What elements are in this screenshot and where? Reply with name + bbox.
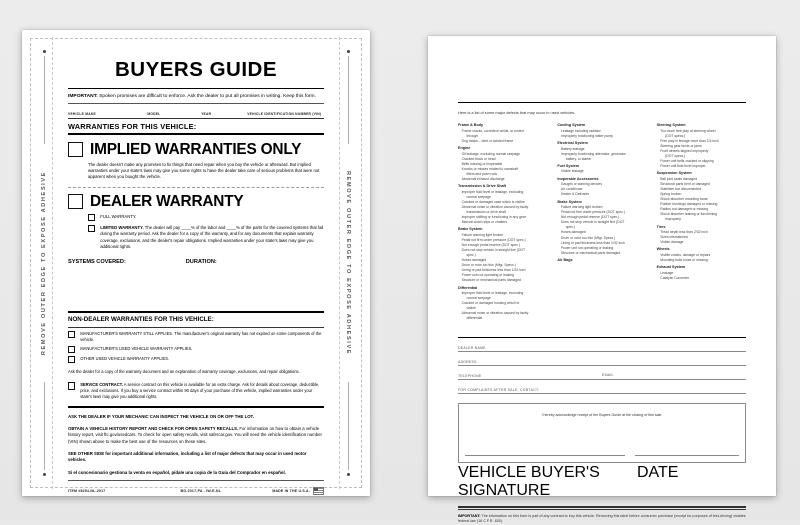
defect-item: Hoses damaged xyxy=(461,257,487,262)
non-dealer-item-label: OTHER USED VEHICLE WARRANTY APPLIES. xyxy=(80,356,170,362)
defect-item: Frame cracks, corrective welds, or rusted xyxy=(461,128,524,133)
divider xyxy=(68,480,324,481)
defect-item: Failure warning light broken xyxy=(560,205,603,210)
non-dealer-items xyxy=(68,331,324,364)
coverage-write-in-area[interactable] xyxy=(68,265,324,311)
defect-group xyxy=(557,258,646,263)
defect-item: Spring broken xyxy=(660,191,682,196)
defect-item: Leakage xyxy=(660,270,674,275)
defect-item: Not enough pedal reserve (DOT spec.) xyxy=(461,242,520,247)
us-flag-icon xyxy=(313,487,324,495)
footer-form-code: BG-2017-PA - IW-E-NL xyxy=(180,489,222,494)
defect-group-heading: Wheels xyxy=(656,247,670,252)
defect-group xyxy=(458,184,547,225)
defect-item: battery, or starter xyxy=(565,156,592,161)
defect-item: Oil leakage, excluding normal seepage xyxy=(461,151,521,156)
divider xyxy=(68,311,324,312)
footer-made-in xyxy=(257,487,324,495)
defect-item: Shock absorber mounting loose xyxy=(660,196,708,201)
defect-group-heading: Fuel System xyxy=(557,164,580,169)
dealer-complaints-field[interactable] xyxy=(458,380,746,394)
defect-group xyxy=(657,225,746,245)
defect-item: Power unit not operating or leaking xyxy=(560,245,614,250)
defect-item: Improper fluid level or leakage, excluding xyxy=(461,290,524,295)
non-dealer-item[interactable] xyxy=(68,346,324,353)
signature-caption: VEHICLE BUYER'S SIGNATURE xyxy=(458,463,600,499)
defect-item: Abnormal exhaust discharge xyxy=(461,176,505,181)
limited-warranty-row[interactable] xyxy=(88,225,324,251)
defect-group-heading: Transmission & Drive Shaft xyxy=(458,184,506,189)
date-line[interactable] xyxy=(635,455,739,456)
service-contract-text-wrap xyxy=(80,382,324,400)
defect-group-heading: Cooling System xyxy=(557,123,586,128)
defect-item: Leakage including radiator xyxy=(560,128,601,133)
defect-item: Improper fluid level or leakage, excluding xyxy=(461,189,524,194)
right-rail-label: REMOVE OUTER EDGE TO EXPOSE ADHESIVE xyxy=(345,170,351,356)
implied-warranties-block xyxy=(68,141,324,181)
defect-group-heading: Air Bags xyxy=(557,258,573,263)
defect-group xyxy=(557,141,646,161)
mfr-used-warranty-checkbox[interactable] xyxy=(68,346,75,353)
defect-group xyxy=(458,123,547,143)
defect-item: Tread depth less than 2/32 inch xyxy=(660,229,708,234)
defect-item: Knocks or misses related to camshaft xyxy=(461,166,518,171)
front-content xyxy=(68,52,324,494)
history-advice-text: For information on how to obtain a vehicle history report, visit ftc.gov/usedcars. To check for open safety recalls, visit safercar.gov. You will need the vehicle identification number (VIN) shown above to make the best use of the resources on these sites. xyxy=(68,425,322,444)
defects-columns xyxy=(458,123,746,323)
defect-item: (DOT specs.) xyxy=(665,133,686,138)
other-side-label: SEE OTHER SIDE xyxy=(68,450,105,456)
dealer-name-field[interactable] xyxy=(458,338,746,352)
defect-group-heading: Frame & Body xyxy=(458,123,483,128)
divider xyxy=(68,133,324,134)
defect-item: lifters and push rods xyxy=(466,171,498,176)
defect-item: Structure or mechanical parts damaged xyxy=(560,250,621,255)
defect-item: Visible cracks, damage or repairs xyxy=(660,252,711,257)
field-label-year: YEAR xyxy=(201,112,212,117)
defect-item: Lining or pad thickness less than 1/32 inch xyxy=(461,267,526,272)
defect-group-heading: Differential xyxy=(458,285,478,290)
duration-label: DURATION: xyxy=(185,259,217,266)
defect-item: Manual clutch slips or chatters xyxy=(461,219,508,224)
defect-item: differential xyxy=(466,316,483,321)
defect-item: Hoses damaged xyxy=(560,230,586,235)
defect-group-heading: Inoperable Accessories xyxy=(557,177,599,182)
defect-item: Does not stop vehicle in straight line (DOT xyxy=(461,247,526,252)
rail-dot-top xyxy=(43,50,46,53)
footer-made-in-label: MADE IN THE U.S.A. xyxy=(272,489,310,494)
defect-item: Rubber bushings damaged or missing xyxy=(660,201,718,206)
defect-group-heading: Electrical System xyxy=(557,141,588,146)
non-dealer-item-label: MANUFACTURER'S USED VEHICLE WARRANTY APPLIES. xyxy=(80,345,193,351)
defect-item: Failure warning light broken xyxy=(461,232,504,237)
defect-item: through xyxy=(466,133,478,138)
dealer-address-label: ADDRESS xyxy=(458,359,477,364)
left-adhesive-rail xyxy=(31,30,57,496)
defect-item: Steering gear binds or jams xyxy=(660,143,702,148)
back-important-text: The information on this form is part of any contract to buy this vehicle. Removing this label before consumer purchase (except for purposes of test-driving) violates federal law (16 C.F.R. 455). xyxy=(458,513,746,524)
rail-tick-top xyxy=(348,56,349,144)
implied-warranties-title: IMPLIED WARRANTIES ONLY xyxy=(90,140,302,158)
defect-item: Free play in linkage more than 1/4 inch xyxy=(660,138,719,143)
date-caption: DATE xyxy=(636,463,679,481)
field-label-make: VEHICLE MAKE xyxy=(68,112,96,117)
field-label-model: MODEL xyxy=(147,112,161,117)
footer-item-number: ITEM #8254-NL-2017 xyxy=(68,489,106,494)
page-title: BUYERS GUIDE xyxy=(114,58,278,81)
divider xyxy=(458,506,746,508)
implied-warranties-checkbox[interactable] xyxy=(68,142,83,157)
defect-group xyxy=(458,146,547,182)
rail-tick-bottom xyxy=(348,382,349,470)
defect-item: Heater & Defroster xyxy=(560,192,590,197)
inspect-advice: ASK THE DEALER IF YOUR MECHANIC CAN INSPECT THE VEHICLE ON OR OFF THE LOT. xyxy=(68,413,254,419)
defect-item: Power unit not operating or leaking xyxy=(461,272,514,277)
service-contract-label: SERVICE CONTRACT. xyxy=(80,382,123,388)
defect-group-heading: Brake System xyxy=(458,227,483,232)
defect-item: Abnormal noise or vibration caused by faulty xyxy=(461,204,529,209)
signature-captions xyxy=(458,464,746,500)
limited-warranty-checkbox[interactable] xyxy=(88,225,95,232)
defect-item: Catalytic Converter xyxy=(660,275,690,280)
divider xyxy=(458,102,746,103)
non-dealer-item[interactable] xyxy=(68,331,324,343)
defect-item: normal seepage xyxy=(466,194,491,199)
important-notice xyxy=(68,89,324,102)
limited-warranty-text-wrap xyxy=(100,225,324,251)
defect-item: Mounting bolts loose or missing xyxy=(660,257,708,262)
rail-dot-bottom xyxy=(43,473,46,476)
non-dealer-item-label: MANUFACTURER'S WARRANTY STILL APPLIES. xyxy=(80,330,174,336)
defect-group xyxy=(557,164,646,174)
acknowledgment-text: I hereby acknowledge receipt of the Buyers Guide at the closing of this sale. xyxy=(541,412,663,417)
defect-group-heading: Brake System xyxy=(557,199,582,204)
defects-column-2 xyxy=(557,123,646,323)
defect-item: Belts missing or inoperable xyxy=(461,161,503,166)
dealer-address-field[interactable] xyxy=(458,352,746,366)
defect-item: Dog tracks – bent or twisted frame xyxy=(461,138,514,143)
defect-item: Visible leakage xyxy=(560,169,584,174)
limited-warranty-text: The dealer will pay ____% of the labor and ____% of the parts for the covered systems that fail during the warranty period. Ask the dealer for a copy of the warranty, and for any documents that explain warranty coverage, exclusions, and the dealer's repair obligations. Implied warranties under your state's laws may give you additional rights. xyxy=(100,224,324,250)
non-dealer-note: Ask the dealer for a copy of the warranty document and an explanation of warranty coverage, exclusions, and repair obligations. xyxy=(68,369,300,375)
systems-covered-label: SYSTEMS COVERED: xyxy=(68,259,126,266)
divider xyxy=(68,406,324,408)
important-text: Spoken promises are difficult to enforce. Ask the dealer to put all promises in writing. Keep this form. xyxy=(99,93,316,99)
defect-item: Does not stop vehicle in straight line (DOT xyxy=(560,220,625,225)
rail-tick-bottom xyxy=(44,382,45,470)
implied-warranties-option[interactable] xyxy=(68,141,324,159)
dealer-warranty-checkbox[interactable] xyxy=(68,194,83,209)
defects-column-3 xyxy=(657,123,746,323)
defect-item: Power unit fluid level improper xyxy=(660,163,706,168)
defect-group-heading: Suspension System xyxy=(656,171,692,176)
defect-item: improperly xyxy=(665,216,681,221)
defect-item: Power unit belts cracked or slipping xyxy=(660,158,714,163)
defect-item: Shock absorber leaking or functioning xyxy=(660,211,717,216)
defect-item: Cracked block or head xyxy=(461,156,496,161)
defect-group xyxy=(657,123,746,169)
service-contract-checkbox[interactable] xyxy=(68,382,75,389)
defect-group xyxy=(657,171,746,222)
defect-item: Too much free play at steering wheel xyxy=(660,128,716,133)
full-warranty-checkbox[interactable] xyxy=(88,214,95,221)
signature-row[interactable] xyxy=(465,455,739,456)
defect-item: spec.) xyxy=(565,225,576,230)
defect-group xyxy=(557,200,646,256)
signature-line[interactable] xyxy=(465,455,625,456)
defect-item: spec.) xyxy=(466,252,476,257)
full-warranty-label: FULL WARRANTY. xyxy=(100,214,137,220)
limited-warranty-label: LIMITED WARRANTY. xyxy=(100,224,144,230)
defect-group-heading: Exhaust System xyxy=(656,265,686,270)
right-adhesive-rail xyxy=(335,30,361,496)
defect-group-heading: Engine xyxy=(458,146,471,151)
defect-item: Not enough pedal reserve (DOT spec.) xyxy=(560,215,620,220)
buyers-guide-back-sheet xyxy=(428,36,776,524)
defect-item: Drum or rotor too thin (Mfgr. Specs.) xyxy=(560,235,616,240)
dealer-complaints-label: FOR COMPLAINTS AFTER SALE, CONTACT: xyxy=(458,387,540,392)
defect-item: Cracked or damaged housing which is xyxy=(461,300,520,305)
buyers-guide-front-sheet xyxy=(22,30,370,496)
non-dealer-item[interactable] xyxy=(68,356,324,363)
defect-item: Drum or rotor too thin (Mfgr. Specs.) xyxy=(461,262,516,267)
vehicle-field-labels xyxy=(68,103,324,118)
rail-tick-top xyxy=(44,56,45,144)
defect-item: Visible damage xyxy=(660,239,684,244)
back-important-label: IMPORTANT: xyxy=(458,513,481,518)
non-dealer-item-text xyxy=(80,331,324,343)
defect-item: Air conditioner xyxy=(560,187,583,192)
defect-item: Pedal not firm under pressure (DOT spec.) xyxy=(560,210,625,215)
dealer-warranty-block xyxy=(68,193,324,312)
defect-group xyxy=(557,123,646,138)
defect-item: Structural parts bent or damaged xyxy=(660,181,710,186)
defect-item: Ball joint seals damaged xyxy=(660,176,698,181)
dealer-warranty-title: DEALER WARRANTY xyxy=(90,192,244,210)
divider xyxy=(68,327,324,328)
dealer-info-block xyxy=(458,337,746,525)
front-footer xyxy=(68,487,324,495)
defect-item: Improperly functioning alternator, generator, xyxy=(560,151,627,156)
service-contract-row[interactable] xyxy=(68,382,324,400)
dealer-telephone-field[interactable] xyxy=(458,366,746,380)
defect-item: Radius rod damaged or missing xyxy=(660,206,709,211)
defects-intro: Here is a list of some major defects that may occur in used vehicles. xyxy=(458,110,576,116)
mfr-warranty-checkbox[interactable] xyxy=(68,331,75,338)
important-label: IMPORTANT: xyxy=(68,93,98,99)
defect-item: Structure or mechanical parts damaged xyxy=(461,277,521,282)
acknowledgment-box xyxy=(458,403,746,463)
defect-group-heading: Tires xyxy=(656,224,666,229)
defect-item: Lining or pad thickness less than 1/32 inch xyxy=(560,240,625,245)
field-label-vin: VEHICLE IDENTIFICATION NUMBER (VIN) xyxy=(247,112,322,117)
implied-warranties-text: The dealer doesn't make any promises to fix things that need repair when you buy the vehicle or afterward. But implied warranties under your state's laws may give you some rights to have the dealer take care of serious problems that were not apparent when you bought the vehicle. xyxy=(88,161,320,180)
defect-item: Improperly functioning water pump xyxy=(560,133,613,138)
defect-group xyxy=(458,227,547,283)
defect-item: Gauges or warning devices xyxy=(560,182,603,187)
spanish-notice: Si el concesionario gestiona la venta en español, pídale una copia de la Guía del Comprador en español. xyxy=(68,470,286,476)
history-advice-label: OBTAIN A VEHICLE HISTORY REPORT AND CHECK FOR OPEN SAFETY RECALLS. xyxy=(68,425,239,431)
defect-group xyxy=(458,286,547,322)
defect-group-heading: Steering System xyxy=(656,123,686,128)
defect-group xyxy=(657,247,746,262)
non-dealer-item-detail: The manufacturer's original warranty has not expired on some components of the vehicle. xyxy=(80,330,322,342)
left-rail-label: REMOVE OUTER EDGE TO EXPOSE ADHESIVE xyxy=(41,170,47,356)
warranties-heading: WARRANTIES FOR THIS VEHICLE: xyxy=(68,121,197,131)
back-content xyxy=(458,58,746,524)
defect-item: transmission or drive shaft xyxy=(466,209,507,214)
dashed-divider xyxy=(68,187,324,188)
dealer-telephone-label: TELEPHONE xyxy=(458,373,482,378)
defect-group xyxy=(657,265,746,280)
other-side-advice xyxy=(68,451,324,464)
history-advice xyxy=(68,426,324,445)
rail-dot-top xyxy=(347,50,350,53)
full-warranty-row[interactable] xyxy=(88,214,324,221)
defect-item: normal seepage xyxy=(466,295,491,300)
dealer-name-label: DEALER NAME xyxy=(458,345,486,350)
defect-item: Abnormal noise or vibration caused by faulty xyxy=(461,310,529,315)
defect-item: (DOT specs.) xyxy=(665,153,686,158)
other-used-warranty-checkbox[interactable] xyxy=(68,356,75,363)
defect-item: Front wheels aligned improperly xyxy=(660,148,709,153)
service-contract-text: A service contract on this vehicle is available for an extra charge. Ask for details about coverage, deductible, price, and exclusions. If you buy a service contract within 90 days of your purchase of this vehicle, implied warranties under your state's laws may give you additional rights. xyxy=(80,382,320,400)
defect-item: Cracked or damaged case which is visible xyxy=(461,199,525,204)
rail-dot-bottom xyxy=(347,473,350,476)
defect-item: Stabilizer bar disconnected xyxy=(660,186,701,191)
defect-item: visible xyxy=(466,305,476,310)
defect-item: Battery leakage xyxy=(560,146,585,151)
defect-item: Pedal not firm under pressure (DOT spec.) xyxy=(461,237,526,242)
non-dealer-heading: NON-DEALER WARRANTIES FOR THIS VEHICLE: xyxy=(68,315,214,323)
defect-group xyxy=(557,177,646,197)
defect-item: Improper shifting or functioning in any gear xyxy=(461,214,526,219)
dealer-email-label: EMAIL xyxy=(602,372,614,377)
other-side-text: for important additional information, including a list of major defects that may occur in used motor vehicles. xyxy=(68,450,307,462)
back-important-notice xyxy=(458,514,746,525)
dealer-warranty-option[interactable] xyxy=(68,193,324,211)
defect-item: Sizes mismatched xyxy=(660,234,688,239)
defects-column-1 xyxy=(458,123,547,323)
